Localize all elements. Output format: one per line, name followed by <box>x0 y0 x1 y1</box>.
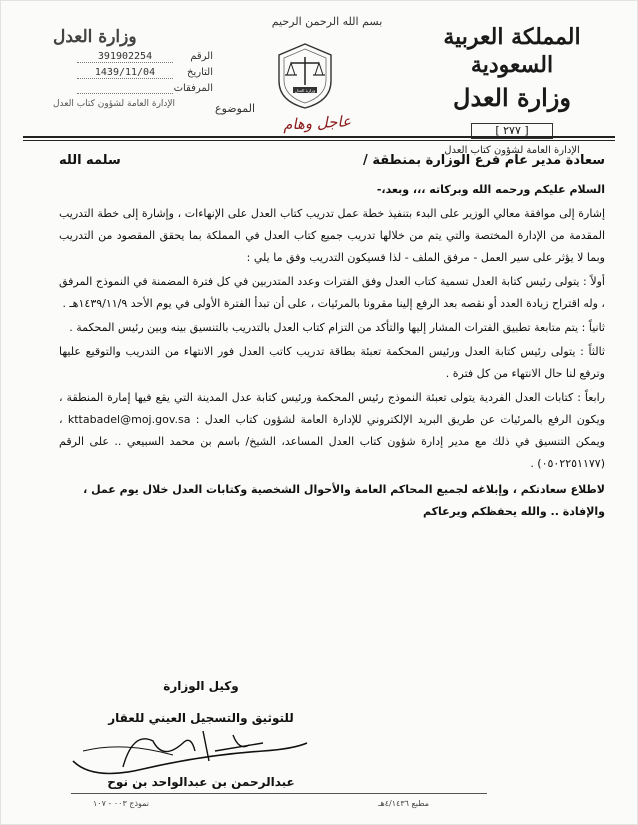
number-row <box>53 51 213 63</box>
addressee: سعادة مدير عام فرع الوزارة بمنطقة / <box>363 153 605 168</box>
attachments-row <box>53 83 213 94</box>
print-code: مطبع ٤/١٤٣٦هـ <box>378 799 429 808</box>
department-name: الإدارة العامة لشؤون كتاب العدل <box>444 145 580 156</box>
letterhead-left <box>53 27 213 109</box>
intro-paragraph: إشارة إلى موافقة معالي الوزير على البدء بتنفيذ خطة عمل تدريب كتاب العدل على الإنهاءات ، وإشارة إلى خطة التدريب المقدمة من الإدارة المختصة والتي يتم من خلالها تدريب جميع كتاب العدل في المملكة بما يحقق المقصود من التدريب وبما لا يؤثر على سير العمل - مرفق الملف - لذا فسيكون التدريب وفق ما يلي : <box>59 207 605 264</box>
closing-paragraph: لاطلاع سعادتكم ، وإبلاغه لجميع المحاكم العامة والأحوال الشخصية وكتابات العدل خلال يوم عمل ، والإفادة .. والله يحفظكم ويرعاكم <box>83 483 605 518</box>
header-divider-thin <box>23 140 615 141</box>
kingdom-name: المملكة العربية السعودية <box>443 24 581 78</box>
date-value: 1439/11/04 <box>77 67 173 79</box>
basmala: بسم الله الرحمن الرحيم <box>271 15 383 28</box>
salutation: سلمه الله <box>59 153 121 168</box>
number-label: الرقم <box>190 51 213 62</box>
signatory-name: عبدالرحمن بن عبدالواحد بن نوح <box>107 775 295 789</box>
item-fourth: رابعاً : كتابات العدل الفردية يتولى تعبئة النموذج رئيس المحكمة ورئيس كتابة عدل المدينة التي يقع فيها إمارة المنطقة ، ويكون الرفع بالمرئيات عن طريق البريد الإلكتروني للإدارة العامة لشؤون كتاب العدل : kttabadel@moj.gov.sa ، ويمكن التنسيق في ذلك مع مدير إدارة شؤون كتاب العدل المساعد، الشيخ/ باسم بن محمد السبيعي .. على الرقم (٠٥٠٢٢٥١١٧٧) . <box>59 391 606 470</box>
subject-label: الموضوع <box>215 102 256 115</box>
date-row <box>53 67 213 79</box>
ministry-name: وزارة العدل <box>453 83 571 112</box>
form-code: نموذج ٠٠٣ - ١٠٧ <box>93 799 150 808</box>
letter-body <box>59 149 605 523</box>
header-divider <box>23 136 615 138</box>
urgent-handwritten-note: عاجل وهام <box>282 112 352 134</box>
item-third: ثالثاً : يتولى رئيس كتابة العدل ورئيس المحكمة تعبئة بطاقة تدريب كاتب العدل فور الانتهاء من التدريب والتوقيع عليها وترفع لنا حال الانتهاء من كل فترة . <box>59 345 605 380</box>
ministry-emblem-icon <box>273 41 337 111</box>
signatory-subtitle: للتوثيق والتسجيل العيني للعقار <box>108 711 294 725</box>
footer-divider <box>71 793 487 794</box>
item-second: ثانياً : يتم متابعة تطبيق الفترات المشار إليها والتأكد من التزام كتاب العدل بالتدريب بالتنسيق بينه وبين رئيس المحكمة . <box>69 321 605 334</box>
left-ministry-name: وزارة العدل <box>53 27 137 47</box>
signatory-title: وكيل الوزارة <box>163 679 239 693</box>
address-line <box>59 149 605 173</box>
item-first: أولاً : يتولى رئيس كتابة العدل تسمية كتاب العدل وفق الفترات وعدد المتدربين في كل فترة المضمنة في النموذج المرفق ، وله اقتراح زيادة العدد أو نقصه بعد الرفع إلينا مقرونا بالمرئيات ، على أن تبدأ الفترة الأولى في يوم الأحد ١٤٣٩/١١/٩هـ . <box>59 275 605 310</box>
number-value: 391902254 <box>77 51 173 63</box>
date-label: التاريخ <box>187 67 213 78</box>
attachments-value <box>77 83 173 94</box>
emblem-label: وزارة العدل <box>294 88 316 93</box>
left-department-name: الإدارة العامة لشؤون كتاب العدل <box>53 99 176 109</box>
document-number: [ ٢٧٧ ] <box>471 123 553 139</box>
attachments-label: المرفقات <box>173 83 213 94</box>
greeting: السلام عليكم ورحمه الله وبركاته ،،، وبعد،- <box>376 183 605 196</box>
handwritten-signature-icon <box>63 721 313 783</box>
